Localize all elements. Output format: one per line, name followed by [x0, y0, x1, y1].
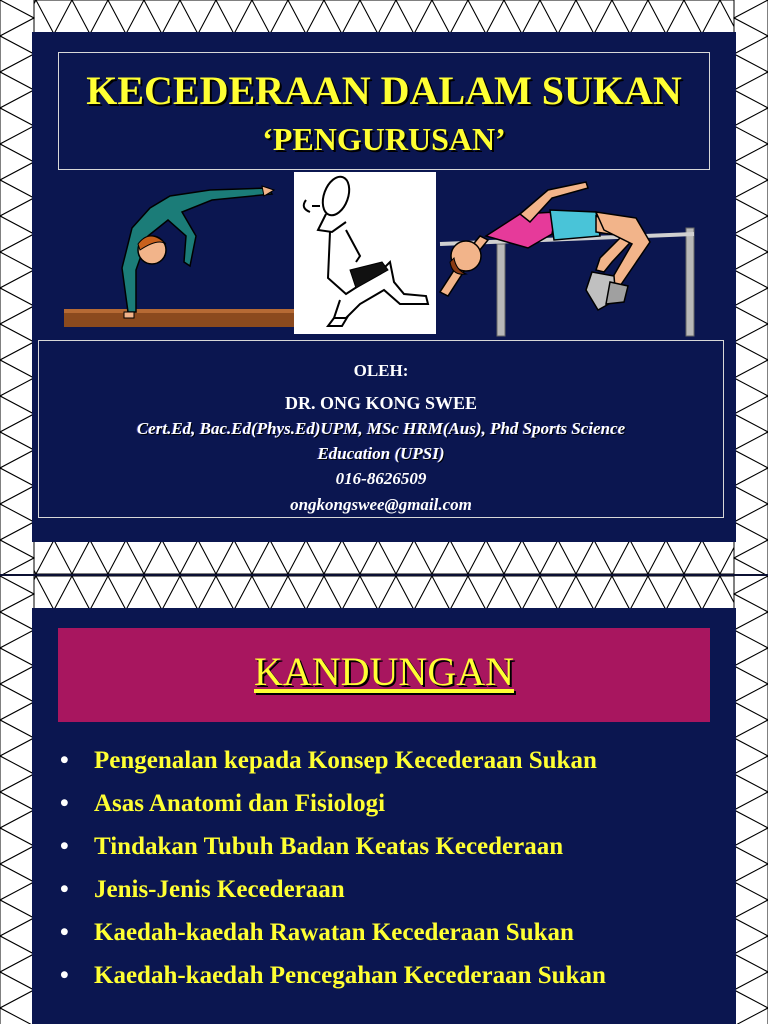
list-item: [60, 746, 710, 775]
list-item-text: Jenis-Jenis Kecederaan: [94, 876, 345, 903]
list-item-text: Pengenalan kepada Konsep Kecederaan Sukan: [94, 747, 597, 774]
list-item-text: Kaedah-kaedah Rawatan Kecederaan Sukan: [94, 919, 574, 946]
list-item: [60, 789, 710, 818]
gymnast-on-beam-illustration: [64, 186, 300, 327]
list-item-text: Kaedah-kaedah Pencegahan Kecederaan Sukan: [94, 962, 606, 989]
slide-title: KECEDERAAN DALAM SUKAN: [86, 68, 682, 113]
high-jumper-illustration: [440, 182, 694, 336]
bullet-icon: •: [60, 962, 69, 989]
contents-banner: [58, 628, 710, 722]
list-item-text: Tindakan Tubuh Badan Keatas Kecederaan: [94, 833, 564, 860]
author-name: DR. ONG KONG SWEE: [284, 393, 478, 413]
bullet-icon: •: [60, 919, 69, 946]
author-info-box: [38, 340, 724, 518]
list-item: [60, 961, 710, 990]
list-item: [60, 832, 710, 861]
list-item: [60, 875, 710, 904]
author-credentials-line2: Education (UPSI): [317, 444, 445, 463]
author-email: ongkongswee@gmail.com: [290, 495, 472, 514]
bullet-icon: •: [60, 790, 69, 817]
author-credentials-line1: Cert.Ed, Bac.Ed(Phys.Ed)UPM, MSc HRM(Aus), Phd Sports Science: [136, 419, 626, 438]
contents-slide: [0, 576, 768, 1024]
injured-cartoon-illustration: [294, 172, 436, 334]
list-item: [60, 918, 710, 947]
author-phone: 016-8626509: [335, 469, 427, 488]
slide-subtitle: ‘PENGURUSAN’: [262, 121, 506, 157]
bullet-icon: •: [60, 876, 69, 903]
bullet-icon: •: [60, 833, 69, 860]
contents-heading: KANDUNGAN: [254, 649, 514, 694]
contents-list: [60, 746, 710, 1004]
bullet-icon: •: [60, 747, 69, 774]
list-item-text: Asas Anatomi dan Fisiologi: [94, 790, 386, 817]
by-label: OLEH:: [353, 361, 409, 380]
